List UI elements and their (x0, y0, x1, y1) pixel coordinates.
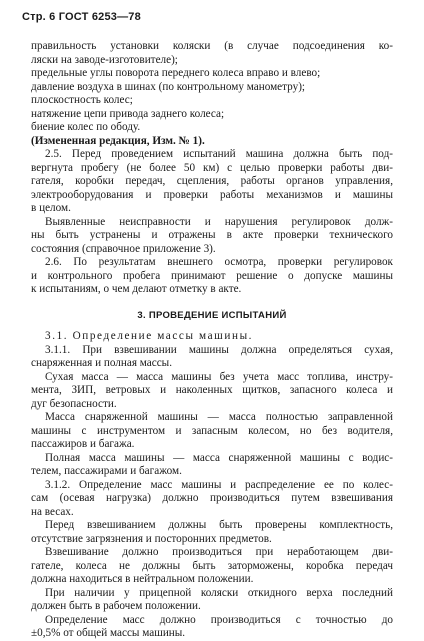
text-line: телем, пассажирами и багажом. (31, 465, 182, 477)
text-line: к испытаниям, о чем делают отметку в акте. (31, 283, 242, 295)
text-line: ляски на заводе-изготовителе); (31, 53, 178, 66)
paragraph-weighing: Взвешивание должно производиться при неработающем дви- (45, 546, 393, 558)
text-line: предельные углы поворота переднего колеса вправо и влево; (31, 67, 321, 79)
text-line: мента, ЗИП, ветровых и наколенных щитков, запасного колеса и (31, 384, 393, 396)
subsection-3-1: 3.1. Определение массы машины. (45, 330, 254, 342)
section-title: 3. ПРОВЕДЕНИЕ ИСПЫТАНИЙ (137, 309, 287, 321)
paragraph-3-1-1: 3.1.1. При взвешивании машины должна определяться сухая, (45, 343, 393, 356)
text-line: сам (осевая нагрузка) должно производиться путем взвешивания (31, 492, 393, 504)
paragraph-2-5: 2.5. Перед проведением испытаний машина должна быть под- (45, 148, 393, 160)
text-line: снаряженная и полная массы. (31, 357, 172, 369)
text-line: правильность установки коляски (в случае подсоединения ко- (31, 40, 393, 52)
text-line: пассажиров и багажа. (31, 438, 135, 450)
text-line: гателе, колеса не должны быть заторможены, коробка передач (31, 559, 393, 572)
text-line: ±0,5% от общей массы машины. (31, 627, 186, 639)
text-line: состояния (справочное приложение 3). (31, 242, 216, 255)
paragraph-curb-mass: Масса снаряженной машины — масса полностью заправленной (45, 411, 393, 423)
text-line: в целом. (31, 202, 71, 214)
paragraph-defects: Выявленные неисправности и нарушения регулировок долж- (45, 215, 393, 228)
paragraph-dry-mass: Сухая масса — масса машины без учета масс топлива, инстру- (45, 370, 393, 383)
text-line: натяжение цепи привода заднего колеса; (31, 107, 225, 120)
text-line: дуг безопасности. (31, 397, 117, 410)
text-line: отсутствие загрязнения и посторонних предметов. (31, 532, 272, 545)
paragraph-full-mass: Полная масса машины — масса снаряженной машины с водис- (45, 451, 393, 464)
text-line: биение колес по ободу. (31, 121, 141, 133)
text-line: должен быть в рабочем положении. (31, 600, 201, 612)
text-line: на весах. (31, 505, 74, 518)
text-line: и контрольного пробега принимают решение о допуске машины (31, 269, 393, 282)
text-line: ны быть устранены и отражены в акте проверки технического (31, 229, 393, 241)
paragraph-accuracy: Определение масс должно производиться с точностью до (45, 613, 393, 626)
page-header: Стр. 6 ГОСТ 6253—78 (22, 11, 141, 23)
paragraph-before-weighing: Перед взвешиванием должны быть проверены комплектность, (45, 519, 393, 531)
amendment-note: (Измененная редакция, Изм. № 1). (31, 134, 205, 147)
text-line: машины с инструментом и запасным колесом, но без водителя, (31, 424, 393, 437)
paragraph-3-1-2: 3.1.2. Определение масс машины и распределение ее по колес- (45, 478, 393, 491)
paragraph-sidecar: При наличии у прицепной коляски откидного верха последний (45, 586, 393, 599)
text-line: гателя, коробки передач, сцепления, работы органов управления, (31, 175, 393, 187)
text-line: плоскостность колес; (31, 94, 133, 106)
text-line: давление воздуха в шинах (по контрольному манометру); (31, 80, 306, 93)
text-line: электрооборудования и проверки работы механизмов и машины (31, 188, 393, 201)
text-line: должна находиться в нейтральном положении. (31, 573, 254, 585)
text-line: вергнута пробегу (не более 50 км) с целью проверки работы дви- (31, 161, 393, 174)
page-content (31, 40, 393, 641)
paragraph-2-6: 2.6. По результатам внешнего осмотра, проверки регулировок (45, 256, 393, 268)
